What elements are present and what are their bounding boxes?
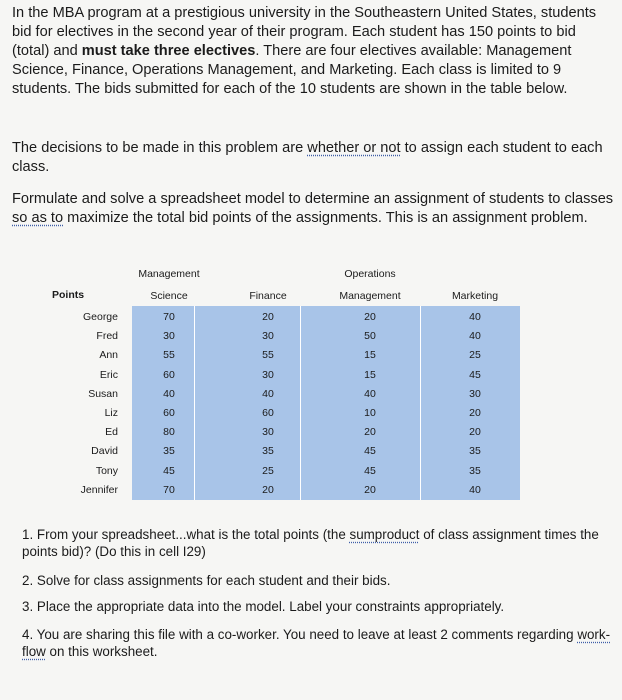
spellcheck-phrase: work-flow [22, 627, 611, 659]
bid-cell: 30 [262, 368, 274, 381]
bid-cell: 60 [163, 368, 175, 381]
bid-cell: 20 [469, 407, 481, 419]
decisions-text: The decisions to be made in this problem are [12, 140, 308, 156]
bid-cell: 40 [469, 311, 481, 323]
formulate-text-cont: maximize the total bid points of the assignments. This is an assignment problem. [63, 210, 588, 226]
bid-cell: 10 [364, 407, 376, 419]
bid-cell: 70 [163, 311, 175, 323]
decisions-text-cont: to assign each student to each class. [12, 140, 603, 175]
column-divider [300, 306, 301, 500]
bid-cell: 30 [262, 330, 274, 343]
spellcheck-phrase: sumproduct [349, 527, 420, 542]
decisions-paragraph [12, 139, 616, 177]
bid-cell: 30 [163, 330, 175, 343]
column-header: Management [339, 290, 401, 302]
intro-text: In the MBA program at a prestigious university in the Southeastern United States, students bid for electives in the second year of their program. Each student has 150 points to bid (total) and [12, 5, 597, 59]
question-item: 3. Place the appropriate data into the model. Label your constraints appropriately. [22, 599, 505, 614]
formulate-text: Formulate and solve a spreadsheet model to determine an assignment of students to classes [12, 191, 614, 207]
bid-cell: 40 [262, 387, 274, 400]
bid-cell: 30 [469, 387, 481, 400]
bid-cell: 45 [469, 368, 481, 381]
bid-cell: 45 [163, 464, 175, 477]
bid-cell: 50 [364, 330, 376, 343]
intro-paragraph [12, 4, 616, 99]
bid-cell: 40 [469, 330, 481, 343]
column-divider [420, 306, 421, 500]
bid-cell: 70 [163, 483, 175, 496]
bid-cell: 20 [364, 483, 376, 496]
bid-cell: 35 [163, 445, 175, 458]
column-header: Marketing [451, 290, 499, 302]
student-name: Tony [95, 464, 118, 477]
bid-cell: 20 [262, 311, 274, 323]
intro-bold-text: must take three electives [81, 43, 256, 59]
question-item: 2. Solve for class assignments for each student and their bids. [22, 573, 391, 588]
student-name: Liz [104, 407, 118, 419]
student-name: Susan [88, 387, 118, 400]
bid-cell: 45 [364, 445, 376, 458]
bid-cell: 20 [364, 426, 376, 439]
bid-cell: 25 [469, 349, 481, 362]
student-name: Ed [105, 426, 118, 439]
bid-cell: 25 [262, 464, 274, 477]
column-header: Science [150, 290, 188, 302]
spellcheck-phrase: so as to [12, 210, 64, 226]
student-name: Eric [99, 368, 118, 381]
bid-cell: 55 [163, 349, 175, 362]
bid-cell: 35 [469, 464, 481, 477]
bid-cell: 40 [364, 387, 376, 400]
bid-cell: 80 [163, 426, 175, 439]
bid-cell: 15 [364, 349, 376, 362]
spellcheck-phrase: whether or not [307, 140, 401, 156]
student-name: George [82, 311, 118, 323]
bid-cell: 35 [469, 445, 481, 458]
student-name: David [91, 445, 118, 458]
bid-cell: 40 [163, 387, 175, 400]
points-header: Points [52, 289, 85, 301]
student-name: Fred [96, 330, 118, 343]
column-header-line1: Management [138, 268, 200, 280]
bid-cell: 60 [262, 407, 274, 419]
intro-text-cont: . There are four electives available: Management Science, Finance, Operations Management, and Marketing. Each class is limited to 9 students. The bids submitted for each of the 10 students are shown in the table below. [12, 43, 572, 97]
bid-cell: 45 [364, 464, 376, 477]
bid-cell: 60 [163, 407, 175, 419]
bid-cell: 35 [262, 445, 274, 458]
bid-cell: 20 [364, 311, 376, 323]
column-header: Finance [249, 290, 287, 302]
bid-cell: 20 [469, 426, 481, 439]
bid-cell: 15 [364, 368, 376, 381]
question-item: 4. You are sharing this file with a co-worker. You need to leave at least 2 comments regarding work-flow on this worksheet. [22, 627, 611, 659]
bid-cell: 20 [262, 483, 274, 496]
question-item: 1. From your spreadsheet...what is the total points (the sumproduct of class assignment times the points bid)? (Do this in cell I29) [22, 527, 599, 559]
bid-cell: 30 [262, 426, 274, 439]
student-name: Jennifer [80, 483, 118, 496]
student-name: Ann [99, 349, 118, 362]
column-header-line1: Operations [344, 268, 396, 280]
bid-cell: 40 [469, 483, 481, 496]
bid-cell: 55 [262, 349, 274, 362]
formulate-paragraph [12, 190, 616, 228]
